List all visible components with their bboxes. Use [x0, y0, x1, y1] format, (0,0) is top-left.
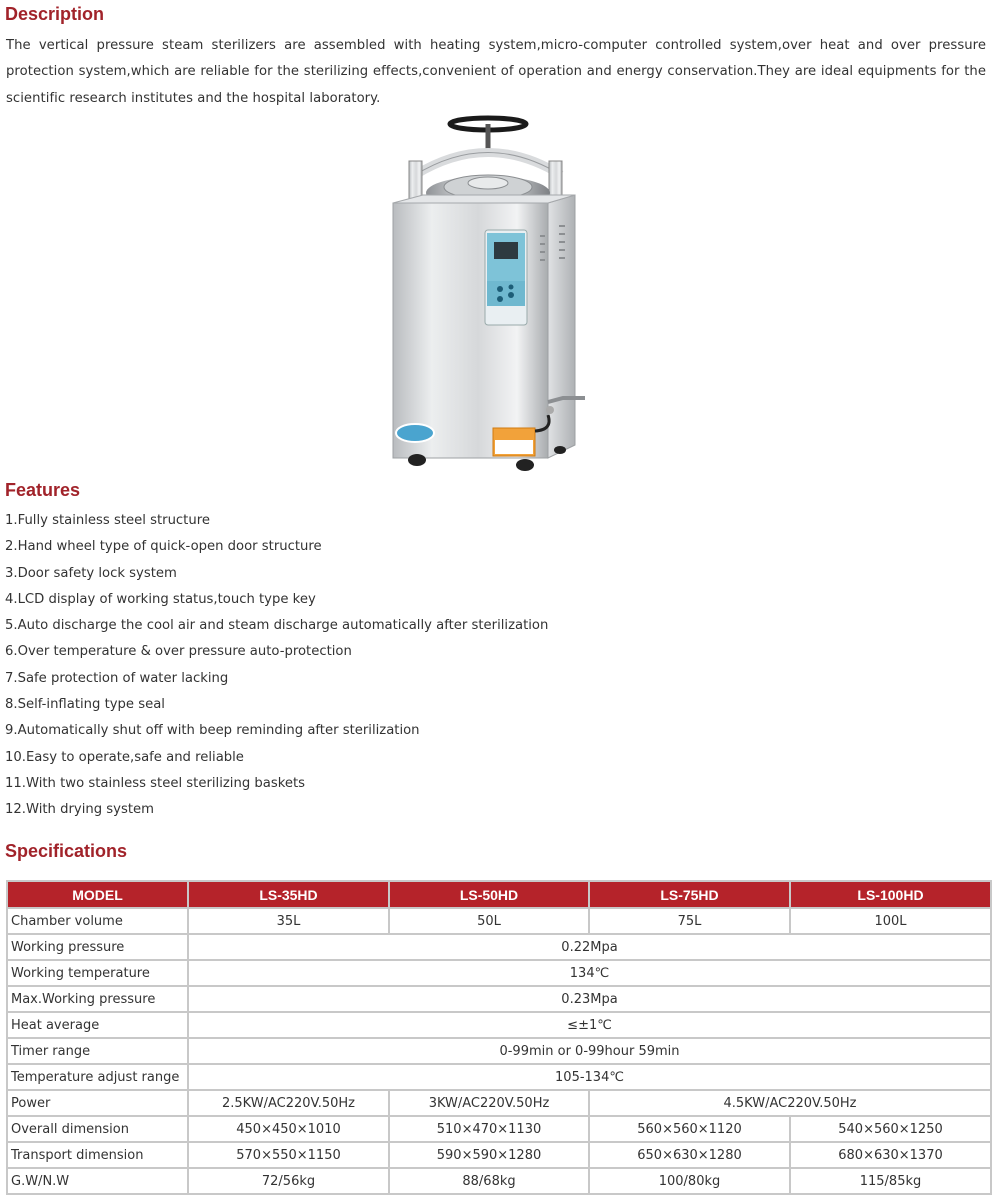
- row-label: Heat average: [7, 1012, 188, 1038]
- cell-value: 2.5KW/AC220V.50Hz: [188, 1090, 389, 1116]
- cell-value: 560×560×1120: [589, 1116, 790, 1142]
- row-label: Working temperature: [7, 960, 188, 986]
- cell-value: 3KW/AC220V.50Hz: [389, 1090, 589, 1116]
- row-label: Chamber volume: [7, 908, 188, 934]
- cell-value: 0.22Mpa: [188, 934, 991, 960]
- cell-value: 100/80kg: [589, 1168, 790, 1194]
- cell-value: 540×560×1250: [790, 1116, 991, 1142]
- header-ls-75hd: LS-75HD: [589, 881, 790, 908]
- feature-item: 11.With two stainless steel sterilizing baskets: [5, 775, 306, 791]
- table-row: [7, 1038, 991, 1064]
- feature-item: 9.Automatically shut off with beep reminding after sterilization: [5, 723, 420, 739]
- description-heading: Description: [5, 4, 105, 24]
- cell-value: 590×590×1280: [389, 1142, 589, 1168]
- row-label: Max.Working pressure: [7, 986, 188, 1012]
- header-model: MODEL: [7, 881, 188, 908]
- table-row: [7, 1142, 991, 1168]
- row-label: Timer range: [7, 1038, 188, 1064]
- cell-value: 4.5KW/AC220V.50Hz: [589, 1090, 991, 1116]
- header-ls-100hd: LS-100HD: [790, 881, 991, 908]
- feature-item: 5.Auto discharge the cool air and steam discharge automatically after sterilization: [5, 618, 549, 634]
- cell-value: 35L: [188, 908, 389, 934]
- feature-item: 3.Door safety lock system: [5, 565, 177, 581]
- table-row: [7, 1012, 991, 1038]
- table-row: [7, 986, 991, 1012]
- row-label: Power: [7, 1090, 188, 1116]
- cell-value: 450×450×1010: [188, 1116, 389, 1142]
- features-heading: Features: [5, 480, 81, 500]
- cell-value: 0.23Mpa: [188, 986, 991, 1012]
- feature-item: 7.Safe protection of water lacking: [5, 670, 229, 686]
- row-label: Transport dimension: [7, 1142, 188, 1168]
- cell-value: 72/56kg: [188, 1168, 389, 1194]
- table-header-row: [7, 881, 991, 908]
- cell-value: 510×470×1130: [389, 1116, 589, 1142]
- cell-value: 50L: [389, 908, 589, 934]
- table-row: [7, 1168, 991, 1194]
- row-label: G.W/N.W: [7, 1168, 188, 1194]
- feature-item: 1.Fully stainless steel structure: [5, 513, 210, 528]
- cell-value: 100L: [790, 908, 991, 934]
- cell-value: 570×550×1150: [188, 1142, 389, 1168]
- table-row: [7, 1064, 991, 1090]
- feature-item: 6.Over temperature & over pressure auto-protection: [5, 644, 352, 660]
- feature-item: 10.Easy to operate,safe and reliable: [5, 749, 244, 765]
- feature-item: 4.LCD display of working status,touch type key: [5, 591, 316, 607]
- cell-value: 134℃: [188, 960, 991, 986]
- cell-value: 105-134℃: [188, 1064, 991, 1090]
- cell-value: 0-99min or 0-99hour 59min: [188, 1038, 991, 1064]
- feature-item: 12.With drying system: [5, 802, 154, 818]
- cell-value: 115/85kg: [790, 1168, 991, 1194]
- description-text: The vertical pressure steam sterilizers are assembled with heating system,micro-computer controlled system,over heat and over pressure protection system,which are reliable for the sterilizing effects,convenient of operation and energy conservation.They are ideal equipments for the scientific research institutes and the hospital laboratory.: [6, 38, 986, 106]
- cell-value: 680×630×1370: [790, 1142, 991, 1168]
- sterilizer-product-image: [385, 115, 590, 475]
- table-row: [7, 960, 991, 986]
- row-label: Temperature adjust range: [7, 1064, 188, 1090]
- specifications-heading: Specifications: [5, 841, 128, 861]
- cell-value: 75L: [589, 908, 790, 934]
- header-ls-50hd: LS-50HD: [389, 881, 589, 908]
- row-label: Working pressure: [7, 934, 188, 960]
- cell-value: ≤±1℃: [188, 1012, 991, 1038]
- table-row: [7, 1116, 991, 1142]
- feature-item: 2.Hand wheel type of quick-open door structure: [5, 539, 322, 555]
- table-row: [7, 1090, 991, 1116]
- row-label: Overall dimension: [7, 1116, 188, 1142]
- table-row: [7, 934, 991, 960]
- features-list: [5, 508, 548, 824]
- specifications-table: [6, 880, 992, 1195]
- cell-value: 650×630×1280: [589, 1142, 790, 1168]
- header-ls-35hd: LS-35HD: [188, 881, 389, 908]
- feature-item: 8.Self-inflating type seal: [5, 697, 165, 713]
- table-row: [7, 908, 991, 934]
- cell-value: 88/68kg: [389, 1168, 589, 1194]
